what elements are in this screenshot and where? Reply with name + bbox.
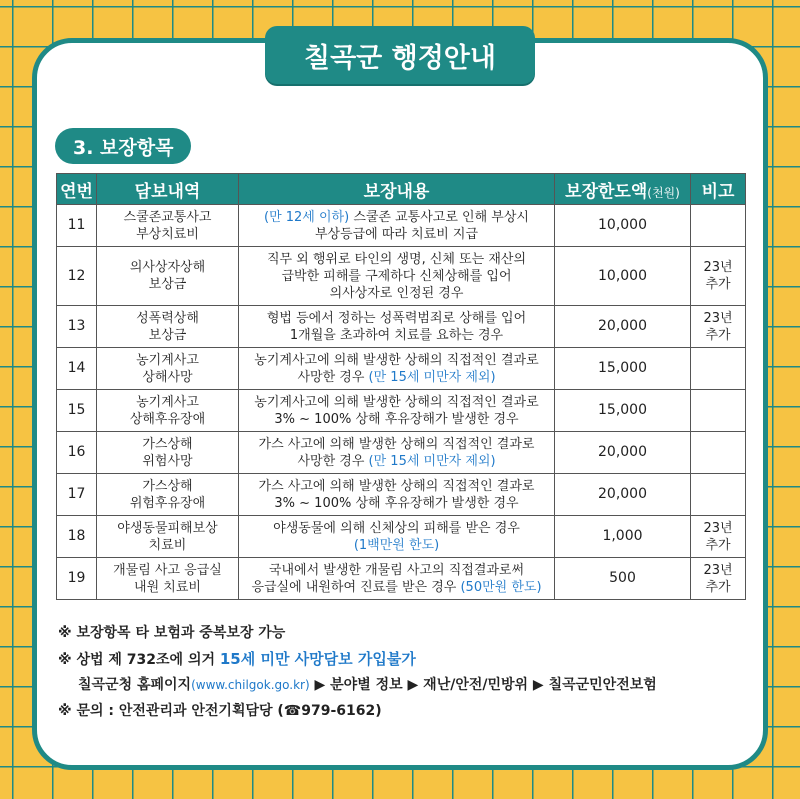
row-content-line1 [242, 251, 551, 268]
header-name: 담보내역 [97, 174, 239, 205]
row-content-line1 [242, 478, 551, 495]
row-content-text2: 사망한 경우 [297, 369, 369, 385]
row-content [239, 474, 555, 516]
homepage-link[interactable]: (www.chilgok.go.kr) [191, 678, 310, 692]
row-note-line2: 추가 [705, 277, 731, 292]
row-content-text1: 형법 등에서 정하는 성폭력범죄로 상해를 입어 [266, 310, 527, 326]
row-amount: 1,000 [555, 516, 691, 558]
page-title: 칠곡군 행정안내 [265, 26, 535, 84]
row-content-line2 [242, 327, 551, 344]
note-law-text: ※ 상법 제 732조에 의거 [58, 652, 220, 668]
row-note [691, 432, 746, 474]
row-content [239, 306, 555, 348]
row-content-text2: 1개월을 초과하여 치료를 요하는 경우 [289, 327, 504, 343]
row-no: 18 [57, 516, 97, 558]
row-no: 19 [57, 558, 97, 600]
row-content-line1 [242, 209, 551, 226]
homepage-path: ▶ 분야별 정보 ▶ 재난/안전/민방위 ▶ 칠곡군민안전보험 [309, 677, 657, 693]
row-content-line1 [242, 310, 551, 327]
notes [58, 620, 657, 724]
row-name [97, 474, 239, 516]
row-content-text2: 3% ~ 100% 상해 후유장해가 발생한 경우 [274, 411, 519, 427]
row-content-text2: 응급실에 내원하여 진료를 받은 경우 [251, 579, 461, 595]
row-no: 14 [57, 348, 97, 390]
row-note-line1: 23년 [703, 260, 733, 275]
row-name-line1: 야생동물피해보상 [117, 520, 218, 536]
row-content-suffix: (만 15세 미만자 제외) [368, 453, 496, 469]
row-amount: 10,000 [555, 247, 691, 306]
row-name [97, 205, 239, 247]
row-name [97, 306, 239, 348]
row-no: 13 [57, 306, 97, 348]
row-amount: 20,000 [555, 432, 691, 474]
row-note [691, 247, 746, 306]
row-amount: 15,000 [555, 390, 691, 432]
row-content [239, 205, 555, 247]
homepage-label: 칠곡군청 홈페이지 [78, 677, 192, 693]
row-content [239, 348, 555, 390]
row-note-line1: 23년 [703, 310, 733, 326]
row-content-line2 [242, 453, 551, 470]
row-content-line2 [242, 495, 551, 512]
row-content-text2: 사망한 경우 [297, 453, 369, 469]
row-no: 12 [57, 247, 97, 306]
header-limit-unit: (천원) [647, 185, 680, 200]
row-name-line2: 치료비 [148, 537, 187, 553]
row-content-line2 [242, 226, 551, 243]
row-content-text1: 스쿨존 교통사고로 인해 부상시 [349, 209, 529, 225]
row-name-line2: 위험후유장애 [129, 495, 206, 511]
header-content: 보장내용 [239, 174, 555, 205]
row-content-text1: 가스 사고에 의해 발생한 상해의 직접적인 결과로 [258, 478, 535, 494]
row-content-text1: 농기계사고에 의해 발생한 상해의 직접적인 결과로 [254, 394, 539, 410]
row-note-line1: 23년 [703, 562, 733, 578]
row-name-line1: 성폭력상해 [136, 310, 199, 326]
row-name [97, 516, 239, 558]
row-name-line2: 보상금 [148, 327, 187, 343]
row-no: 15 [57, 390, 97, 432]
row-content-line2 [242, 579, 551, 596]
row-content-suffix: (만 15세 미만자 제외) [368, 369, 496, 385]
table-row [57, 247, 746, 306]
note-law-highlight: 15세 미만 사망담보 가입불가 [219, 650, 416, 668]
row-note [691, 306, 746, 348]
row-name-line2: 부상치료비 [136, 226, 199, 242]
table-row [57, 558, 746, 600]
note-homepage [58, 672, 657, 698]
row-content-suffix: (1백만원 한도) [353, 537, 440, 553]
table-row [57, 432, 746, 474]
row-content-line1 [242, 352, 551, 369]
note-duplicate: ※ 보장항목 타 보험과 중복보장 가능 [58, 625, 286, 641]
row-name-line2: 상해사망 [142, 369, 193, 385]
table-row [57, 474, 746, 516]
row-name-line1: 개물림 사고 응급실 [113, 562, 222, 578]
row-name-line1: 스쿨존교통사고 [123, 209, 212, 225]
row-note [691, 474, 746, 516]
row-name-line1: 농기계사고 [136, 394, 199, 410]
header-limit-label: 보장한도액 [565, 181, 648, 202]
row-content-prefix: (만 12세 이하) [264, 209, 350, 225]
row-name-line2: 보상금 [148, 277, 187, 292]
row-note-line2: 추가 [705, 537, 731, 553]
row-name-line1: 가스상해 [142, 436, 193, 452]
row-content-suffix: (50만원 한도) [460, 579, 542, 595]
note-law [58, 646, 657, 672]
table-row [57, 205, 746, 247]
row-note [691, 348, 746, 390]
row-no: 16 [57, 432, 97, 474]
section-heading: 3. 보장항목 [55, 128, 191, 164]
header-note: 비고 [691, 174, 746, 205]
row-content-line1 [242, 436, 551, 453]
row-content [239, 247, 555, 306]
table-header-row [57, 174, 746, 205]
row-content-line2 [242, 411, 551, 428]
row-content-line1 [242, 520, 551, 537]
table-row [57, 306, 746, 348]
row-note-line2: 추가 [705, 327, 731, 343]
row-note-line1: 23년 [703, 520, 733, 536]
row-name [97, 247, 239, 306]
row-content-line2 [242, 268, 551, 285]
row-name-line2: 내원 치료비 [134, 579, 201, 595]
row-content-text1: 농기계사고에 의해 발생한 상해의 직접적인 결과로 [254, 352, 539, 368]
row-amount: 20,000 [555, 306, 691, 348]
row-name [97, 558, 239, 600]
row-amount: 500 [555, 558, 691, 600]
header-limit [555, 174, 691, 205]
row-name-line1: 농기계사고 [136, 352, 199, 368]
row-amount: 20,000 [555, 474, 691, 516]
row-content-text1: 가스 사고에 의해 발생한 상해의 직접적인 결과로 [258, 436, 535, 452]
row-name-line2: 위험사망 [142, 453, 193, 469]
row-no: 17 [57, 474, 97, 516]
row-name-line2: 상해후유장애 [129, 411, 206, 427]
row-note [691, 205, 746, 247]
row-name-line1: 가스상해 [142, 478, 193, 494]
row-name-line1: 의사상자상해 [129, 260, 206, 275]
row-name [97, 390, 239, 432]
row-no: 11 [57, 205, 97, 247]
row-name [97, 432, 239, 474]
row-content-text1: 국내에서 발생한 개물림 사고의 직접결과로써 [268, 562, 525, 578]
row-content-line1 [242, 394, 551, 411]
row-content [239, 432, 555, 474]
header-no: 연번 [57, 174, 97, 205]
row-content-text2: 부상등급에 따라 치료비 지급 [314, 226, 479, 242]
row-note [691, 390, 746, 432]
table-row [57, 390, 746, 432]
table-row [57, 348, 746, 390]
row-name [97, 348, 239, 390]
row-content [239, 516, 555, 558]
row-note [691, 558, 746, 600]
row-note [691, 516, 746, 558]
coverage-table [56, 173, 746, 600]
table-row [57, 516, 746, 558]
row-content-text2: 급박한 피해를 구제하다 신체상해를 입어 [281, 268, 512, 284]
row-amount: 10,000 [555, 205, 691, 247]
row-content-text2: 3% ~ 100% 상해 후유장해가 발생한 경우 [274, 495, 519, 511]
row-content [239, 558, 555, 600]
row-content-line3: 의사상자로 인정된 경우 [329, 285, 464, 301]
row-content-text1: 직무 외 행위로 타인의 생명, 신체 또는 재산의 [266, 251, 527, 267]
row-content-line2 [242, 369, 551, 386]
row-content-line1 [242, 562, 551, 579]
row-amount: 15,000 [555, 348, 691, 390]
note-contact: ※ 문의 : 안전관리과 안전기획담당 (☎979-6162) [58, 703, 382, 719]
row-content [239, 390, 555, 432]
row-note-line2: 추가 [705, 579, 731, 595]
row-content-text1: 야생동물에 의해 신체상의 피해를 받은 경우 [273, 520, 520, 536]
row-content-line2 [242, 537, 551, 554]
